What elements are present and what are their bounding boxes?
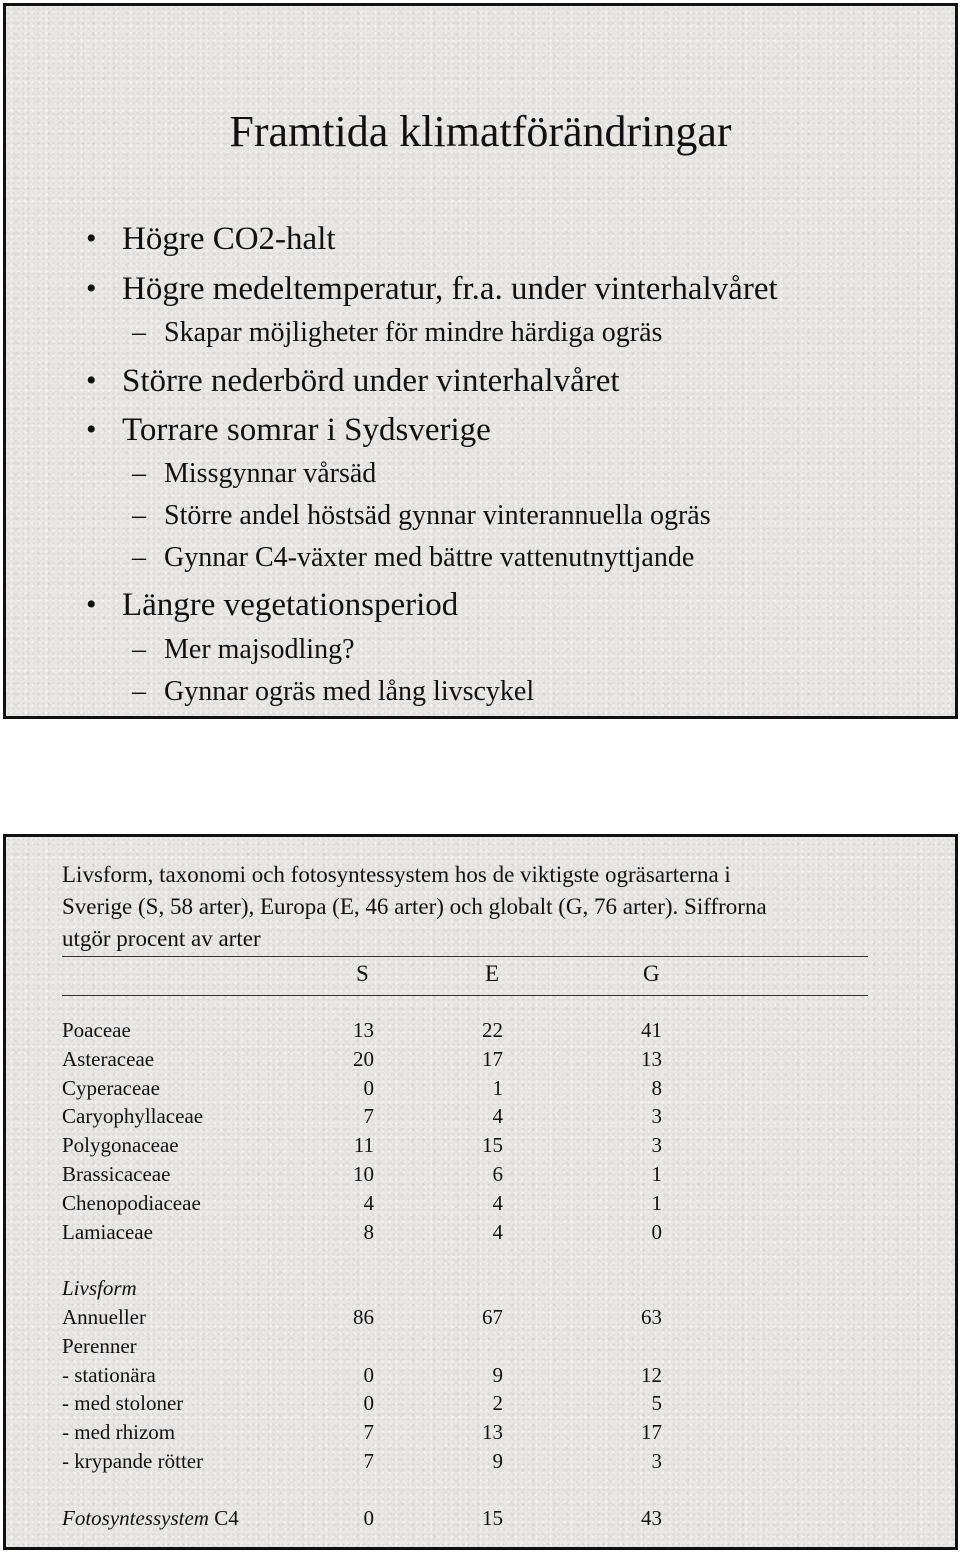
bullet-item: Högre CO2-halt [122,221,336,257]
value-s: 10 [353,1162,374,1186]
value-e: 4 [492,1104,503,1129]
value-e: 9 [492,1362,503,1387]
row-label: Asteraceae [62,1046,155,1071]
value-s: 0 [363,1391,374,1416]
value-e: 15 [482,1506,503,1530]
row-label: Poaceae [62,1018,131,1042]
row-label: Perenner [62,1333,137,1358]
value-s: 13 [353,1018,374,1042]
header-top-rule [62,956,868,957]
bullet-dot-icon: • [86,222,97,255]
value-e: 67 [482,1305,503,1329]
header-bottom-rule [62,995,868,996]
foto-row-label [62,1505,239,1531]
bullet-item: Längre vegetationsperiod [122,587,459,623]
value-g: 5 [651,1391,662,1416]
value-s: 0 [363,1362,374,1387]
value-s: 0 [363,1506,374,1530]
value-s: 7 [363,1420,374,1445]
value-s: 0 [363,1075,374,1100]
caption-line: utgör procent av arter [62,926,261,951]
bullet-dot-icon: • [86,413,97,446]
column-header-e: E [485,961,500,986]
value-g: 3 [651,1449,662,1473]
value-e: 1 [492,1075,503,1100]
value-g: 8 [651,1075,662,1100]
dash-icon: – [132,458,146,489]
value-e: 4 [492,1190,503,1215]
value-s: 8 [363,1219,374,1244]
value-e: 22 [482,1018,503,1042]
row-label: Cyperaceae [62,1075,160,1100]
value-g: 0 [651,1219,662,1244]
slide-climate-change [3,3,958,719]
value-e: 17 [482,1046,503,1071]
row-label: - med stoloner [62,1391,184,1416]
bullet-item: Högre medeltemperatur, fr.a. under vinterhalvåret [122,271,778,307]
row-label: Caryophyllaceae [62,1104,204,1129]
caption-line: Livsform, taxonomi och fotosyntessystem hos de viktigste ogräsarterna i [62,862,731,887]
dash-icon: – [132,500,146,531]
value-g: 63 [641,1305,662,1329]
value-s: 86 [353,1305,374,1329]
row-label: - stationära [62,1362,156,1387]
value-g: 43 [641,1506,662,1530]
bullet-item: Torrare somrar i Sydsverige [122,412,491,448]
bullet-dot-icon: • [86,364,97,397]
value-g: 17 [641,1420,662,1445]
dash-icon: – [132,542,146,573]
value-g: 1 [651,1190,662,1215]
value-s: 4 [363,1190,374,1215]
slide-weed-table [3,834,958,1550]
column-header-g: G [643,961,660,986]
sub-bullet-item: Mer majsodling? [164,634,355,665]
row-label: Brassicaceae [62,1162,171,1186]
sub-bullet-item: Större andel höstsäd gynnar vinterannuella ogräs [164,500,711,531]
dash-icon: – [132,676,146,707]
sub-bullet-item: Gynnar ogräs med lång livscykel [164,676,535,707]
column-header-s: S [356,961,369,986]
value-e: 6 [492,1162,503,1186]
table-caption [62,859,902,955]
value-e: 13 [482,1420,503,1445]
row-label: Polygonaceae [62,1133,179,1158]
foto-label: Fotosyntessystem [62,1506,209,1530]
foto-suffix: C4 [208,1506,239,1530]
caption-line: Sverige (S, 58 arter), Europa (E, 46 arter) och globalt (G, 76 arter). Siffrorna [62,894,767,919]
bullet-dot-icon: • [86,272,97,305]
row-label: Chenopodiaceae [62,1190,201,1215]
value-s: 11 [353,1133,374,1158]
dash-icon: – [132,317,146,348]
value-e: 9 [492,1449,503,1473]
dash-icon: – [132,634,146,665]
value-g: 1 [651,1162,662,1186]
sub-bullet-item: Missgynnar vårsäd [164,458,377,489]
value-s: 7 [363,1104,374,1129]
value-e: 2 [492,1391,503,1416]
value-g: 3 [651,1133,662,1158]
value-s: 7 [363,1449,374,1473]
sub-bullet-item: Gynnar C4-växter med bättre vattenutnyttjande [164,542,695,573]
row-label: - krypande rötter [62,1449,204,1473]
row-label: Lamiaceae [62,1219,153,1244]
value-g: 13 [641,1046,662,1071]
bullet-dot-icon: • [86,588,97,621]
slide-title: Framtida klimatförändringar [229,107,732,156]
value-g: 3 [651,1104,662,1129]
value-e: 4 [492,1219,503,1244]
value-g: 12 [641,1362,662,1387]
sub-bullet-item: Skapar möjligheter för mindre härdiga ogräs [164,317,663,348]
livsform-heading: Livsform [62,1276,137,1300]
bullet-item: Större nederbörd under vinterhalvåret [122,363,620,399]
row-label: - med rhizom [62,1420,176,1445]
value-g: 41 [641,1018,662,1042]
value-s: 20 [353,1046,374,1071]
value-e: 15 [482,1133,503,1158]
row-label: Annueller [62,1305,146,1329]
